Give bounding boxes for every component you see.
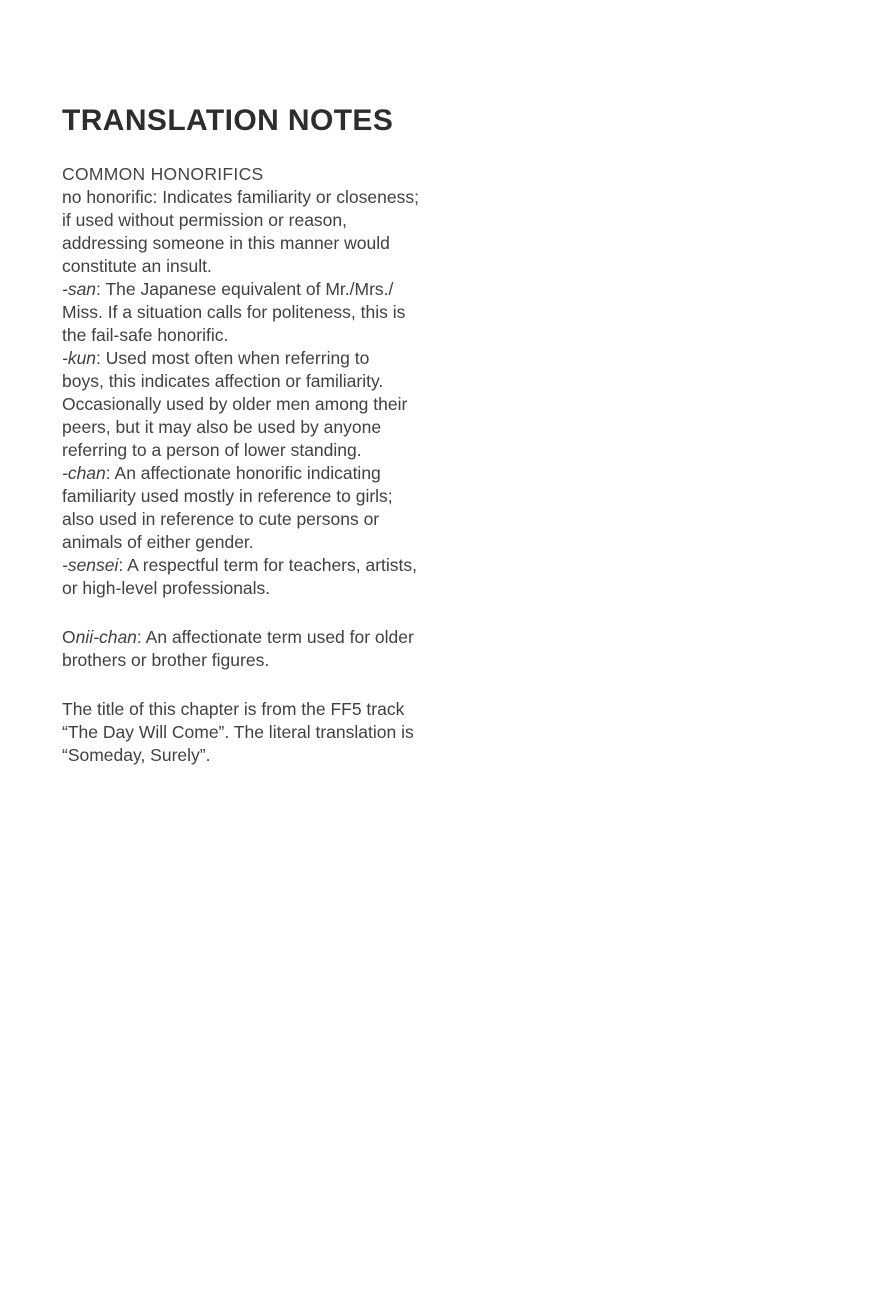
text-line [62,577,462,600]
text-segment: : An affectionate term used for older [136,627,414,647]
text-segment: : The Japanese equivalent of Mr./Mrs./ [96,279,394,299]
text-segment: constitute an insult. [62,256,212,276]
text-segment: the fail-safe honorific. [62,325,229,345]
text-line [62,255,462,278]
text-line [62,209,462,232]
text-line [62,347,462,370]
text-line [62,416,462,439]
text-line [62,531,462,554]
section-heading: COMMON HONORIFICS [62,164,264,184]
text-line [62,626,462,649]
text-line [62,439,462,462]
text-line [62,324,462,347]
text-line [62,462,462,485]
text-column [62,103,462,767]
text-line [62,508,462,531]
text-line [62,744,462,767]
page-title: TRANSLATION NOTES [62,104,394,137]
onii-chan-note [62,626,462,672]
text-segment: or high-level professionals. [62,578,271,598]
text-segment: referring to a person of lower standing. [62,440,362,460]
text-line [62,301,462,324]
text-line [62,370,462,393]
text-segment: no honorific: Indicates familiarity or closeness; [62,187,419,207]
honorific-term: -san [62,279,97,299]
text-segment: addressing someone in this manner would [62,233,390,253]
text-line [62,554,462,577]
honorific-term: -sensei [62,555,119,575]
text-line [62,485,462,508]
text-line [62,393,462,416]
text-segment: : An affectionate honorific indicating [105,463,381,483]
text-segment: : A respectful term for teachers, artists, [118,555,418,575]
text-line [62,232,462,255]
text-segment: The title of this chapter is from the FF5 track [62,699,405,719]
honorific-term: -kun [62,348,97,368]
text-line [62,649,462,672]
onii-chan-text [62,626,462,672]
text-segment: peers, but it may also be used by anyone [62,417,382,437]
chapter-title-text [62,698,462,767]
text-line [62,721,462,744]
honorifics-text [62,186,462,600]
text-segment: “Someday, Surely”. [62,745,211,765]
text-line [62,278,462,301]
text-segment: animals of either gender. [62,532,254,552]
honorific-term: nii-chan [75,627,137,647]
text-segment: brothers or brother figures. [62,650,270,670]
text-line [62,186,462,209]
text-segment: : Used most often when referring to [96,348,370,368]
text-segment: Miss. If a situation calls for politeness, this is [62,302,406,322]
text-segment: “The Day Will Come”. The literal translation is [62,722,414,742]
honorific-term: -chan [62,463,106,483]
text-segment: if used without permission or reason, [62,210,347,230]
text-segment: also used in reference to cute persons or [62,509,380,529]
text-segment: Occasionally used by older men among their [62,394,408,414]
honorifics-section [62,163,462,600]
text-line [62,698,462,721]
text-segment: O [62,627,76,647]
text-segment: familiarity used mostly in reference to girls; [62,486,393,506]
chapter-title-note [62,698,462,767]
text-segment: boys, this indicates affection or familiarity. [62,371,384,391]
